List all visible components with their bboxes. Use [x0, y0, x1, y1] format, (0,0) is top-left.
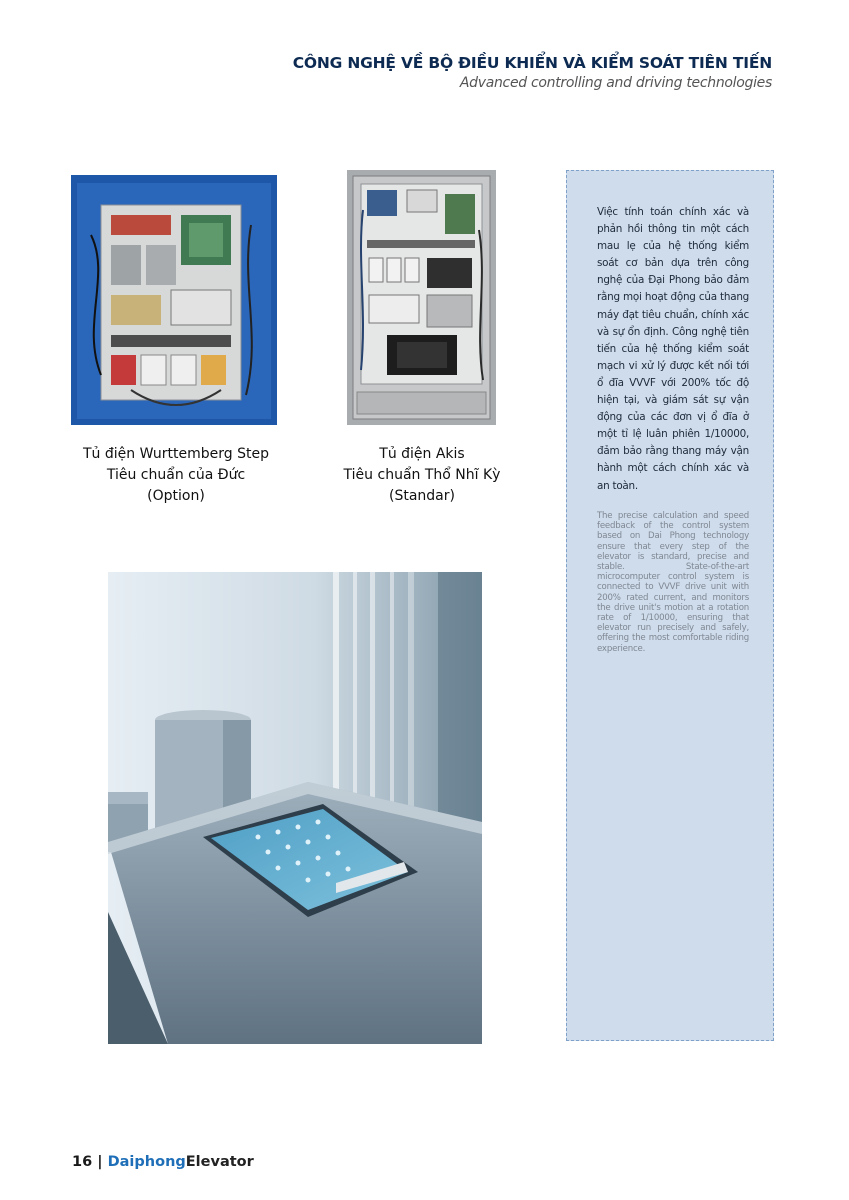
page-number: 16	[72, 1154, 93, 1170]
wurttemberg-caption-line1: Tủ điện Wurttemberg Step	[82, 446, 269, 462]
akis-caption-line1: Tủ điện Akis	[379, 446, 465, 462]
wurttemberg-caption-line2: Tiêu chuẩn của Đức	[106, 467, 246, 483]
wurttemberg-caption-line3: (Option)	[147, 488, 205, 504]
wurttemberg-panel-photo	[71, 175, 277, 425]
akis-caption-line3: (Standar)	[389, 488, 455, 504]
akis-caption	[331, 444, 513, 507]
brand-name-part2: Elevator	[185, 1154, 254, 1170]
page-title: CÔNG NGHỆ VỀ BỘ ĐIỀU KHIỂN VÀ KIỂM SOÁT TIÊN TIẾN	[292, 54, 772, 72]
brand-name-part1: Daiphong	[107, 1154, 186, 1170]
footer-separator: |	[97, 1154, 103, 1170]
akis-panel-photo	[347, 170, 496, 425]
sidebar-description-box	[566, 170, 774, 1041]
wurttemberg-caption	[70, 444, 282, 507]
page-subtitle: Advanced controlling and driving technologies	[459, 75, 772, 91]
kiosk-touchscreen-photo	[108, 572, 482, 1044]
sidebar-text-english: The precise calculation and speed feedback of the control system based on Dai Phong technology ensure that every step of the elevator is standard, precise and stable. State-of-the-art microcomputer control system is connected to VVVF drive unit with 200% rated current, and monitors the drive unit's motion at a rotation rate of 1/10000, ensuring that elevator run precisely and safely, offering the most comfortable riding experience.	[597, 511, 749, 654]
sidebar-text-vietnamese: Việc tính toán chính xác và phản hồi thông tin một cách mau lẹ của hệ thống kiểm soát cơ bản dựa trên công nghệ của Đại Phong bảo đảm rằng mọi hoạt động của thang máy đạt tiêu chuẩn, chính xác và sự ổn định. Công nghệ tiên tiến của hệ thống kiểm soát mạch vi xử lý được kết nối tới ổ đĩa VVVF với 200% tốc độ hiện tại, và giám sát sự vận động của các đơn vị ổ đĩa ở một tỉ lệ luân phiên 1/10000, đảm bảo rằng thang máy vận hành một cách chính xác và an toàn.	[597, 206, 749, 492]
page-footer	[72, 1154, 254, 1170]
akis-caption-line2: Tiêu chuẩn Thổ Nhĩ Kỳ	[343, 467, 501, 483]
